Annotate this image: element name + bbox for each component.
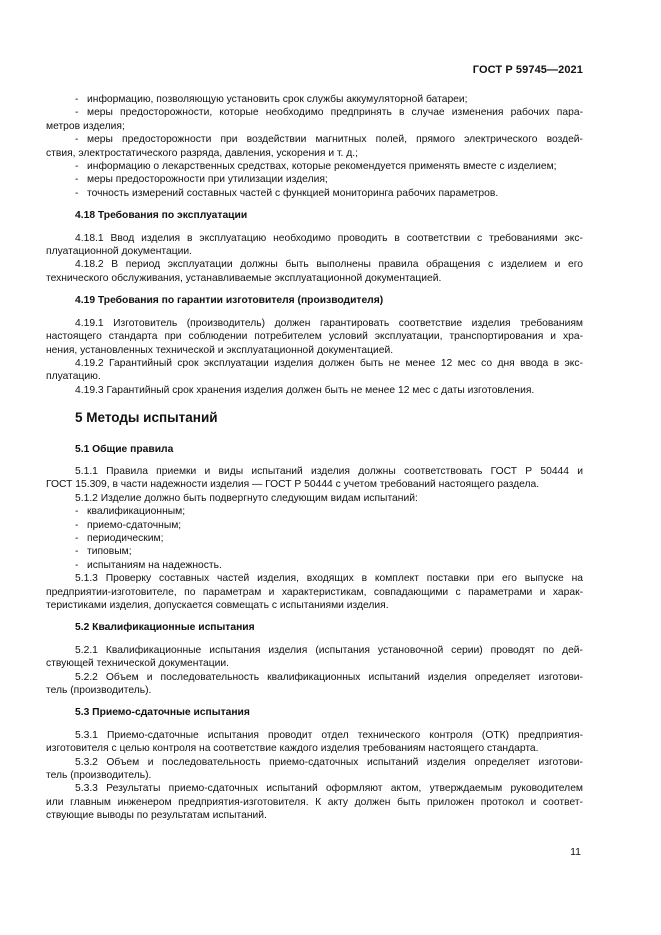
subsection-heading: 5.3 Приемо-сдаточные испытания: [75, 707, 250, 719]
paragraph-line: 5.3.3 Результаты приемо-сдаточных испытаний оформляют актом, утверждаемым руководителем: [75, 783, 583, 795]
list-item: [75, 532, 583, 545]
list-item: [75, 173, 583, 186]
list-item-text: типовым;: [87, 546, 132, 558]
paragraph-continuation: плуатационной документации.: [46, 246, 193, 258]
paragraph-continuation: плуатацию.: [46, 371, 101, 383]
paragraph-continuation: теристиками изделия, допускается совмещать с испытаниями изделия.: [46, 600, 389, 611]
paragraph-continuation: ствующие выводы по результатам испытаний.: [46, 810, 267, 822]
paragraph-continuation: или главным инженером предприятия-изготовителя. К акту должен быть приложен протокол и соответ-: [46, 796, 583, 808]
paragraph-continuation: технического обслуживания, устанавливаемые эксплуатационной документацией.: [46, 272, 442, 284]
list-item: [75, 93, 583, 106]
list-dash: -: [75, 161, 79, 173]
paragraph-continuation: нения, установленных технической и эксплуатационной документацией.: [46, 344, 394, 356]
list-item-text: информацию, позволяющую установить срок службы аккумуляторной батареи;: [87, 94, 468, 105]
list-dash: -: [75, 519, 79, 531]
list-dash: -: [75, 506, 79, 518]
list-item-text: меры предосторожности при утилизации изделия;: [87, 174, 328, 186]
list-item-text: меры предосторожности, которые необходимо предпринять в случае изменения рабочих пара-: [87, 107, 583, 119]
paragraph-line: 5.1.2 Изделие должно быть подвергнуто следующим видам испытаний:: [75, 492, 418, 504]
list-dash: -: [75, 187, 79, 199]
list-item: [75, 505, 583, 518]
paragraph-continuation: предприятии-изготовителе, по параметрам и характеристикам, совпадающими с параметрами и харак-: [46, 586, 583, 598]
paragraph-continuation: настоящего стандарта при соблюдении потребителем условий эксплуатации, транспортирования и хра-: [46, 331, 583, 343]
list-dash: -: [75, 174, 79, 186]
list-item: [75, 160, 583, 173]
list-dash: -: [75, 532, 79, 544]
paragraph-continuation: тель (производитель).: [46, 685, 152, 697]
paragraph-continuation: тель (производитель).: [46, 770, 152, 782]
paragraph-line: 4.19.1 Изготовитель (производитель) должен гарантировать соответствие изделия требованиям: [75, 317, 583, 329]
paragraph-line: 5.1.1 Правила приемки и виды испытаний изделия должны соответствовать ГОСТ Р 50444 и: [75, 465, 583, 477]
section-heading: 5 Методы испытаний: [75, 410, 218, 426]
paragraph-continuation: метров изделия;: [46, 120, 125, 132]
list-item: [75, 187, 583, 200]
list-item-text: меры предосторожности при воздействии магнитных полей, прямого электрического воздей-: [87, 134, 583, 146]
list-dash: -: [75, 546, 79, 558]
list-dash: -: [75, 559, 79, 571]
paragraph-continuation: ГОСТ 15.309, в части надежности изделия — ГОСТ Р 50444 с учетом требований настоящего раздела.: [46, 479, 540, 491]
list-item: [75, 559, 583, 572]
paragraph-continuation: ствия, электростатического разряда, давления, ускорения и т. д.;: [46, 147, 358, 159]
list-dash: -: [75, 94, 79, 105]
page-number: 11: [570, 846, 581, 858]
document-body: [46, 93, 583, 823]
subsection-heading: 5.1 Общие правила: [75, 443, 174, 455]
list-item-text: информацию о лекарственных средствах, которые рекомендуется применять вместе с изделием;: [87, 161, 557, 173]
paragraph-line: 5.2.1 Квалификационные испытания изделия (испытания установочной серии) проводят по дей-: [75, 644, 583, 656]
paragraph-continuation: изготовителя с целью контроля на соответствие каждого изделия требованиям настоящего стандарта.: [46, 743, 539, 755]
list-item-text: точность измерений составных частей с функцией мониторинга рабочих параметров.: [87, 187, 499, 199]
list-item-text: испытаниям на надежность.: [87, 559, 222, 571]
list-item-text: приемо-сдаточным;: [87, 519, 182, 531]
paragraph-continuation: ствующей технической документации.: [46, 658, 230, 670]
paragraph-line: 5.2.2 Объем и последовательность квалификационных испытаний изделия определяет изготови-: [75, 671, 583, 683]
list-item-text: периодическим;: [87, 532, 164, 544]
document-code-header: ГОСТ Р 59745—2021: [472, 64, 583, 76]
subsection-heading: 5.2 Квалификационные испытания: [75, 622, 255, 634]
paragraph-line: 4.19.3 Гарантийный срок хранения изделия должен быть не менее 12 мес с даты изготовления.: [75, 384, 535, 396]
paragraph-line: 4.18.1 Ввод изделия в эксплуатацию необходимо проводить в соответствии с требованиями экс-: [75, 232, 583, 244]
list-dash: -: [75, 134, 79, 146]
list-item: [75, 545, 583, 558]
paragraph-line: 4.19.2 Гарантийный срок эксплуатации изделия должен быть не менее 12 мес со дня ввода в экс-: [75, 357, 583, 369]
list-item: [75, 106, 583, 119]
paragraph-line: 5.3.1 Приемо-сдаточные испытания проводит отдел технического контроля (ОТК) предприятия-: [75, 729, 583, 741]
list-item: [75, 133, 583, 146]
list-item: [75, 519, 583, 532]
list-item-text: квалификационным;: [87, 506, 186, 518]
paragraph-line: 4.18.2 В период эксплуатации должны быть выполнены правила обращения с изделием и его: [75, 259, 583, 271]
paragraph-line: 5.3.2 Объем и последовательность приемо-сдаточных испытаний изделия определяет изготови-: [75, 756, 583, 768]
list-dash: -: [75, 107, 79, 119]
subsection-heading: 4.19 Требования по гарантии изготовителя (производителя): [75, 295, 384, 307]
subsection-heading: 4.18 Требования по эксплуатации: [75, 210, 248, 222]
paragraph-line: 5.1.3 Проверку составных частей изделия, входящих в комплект поставки при его выпуске на: [75, 573, 583, 585]
